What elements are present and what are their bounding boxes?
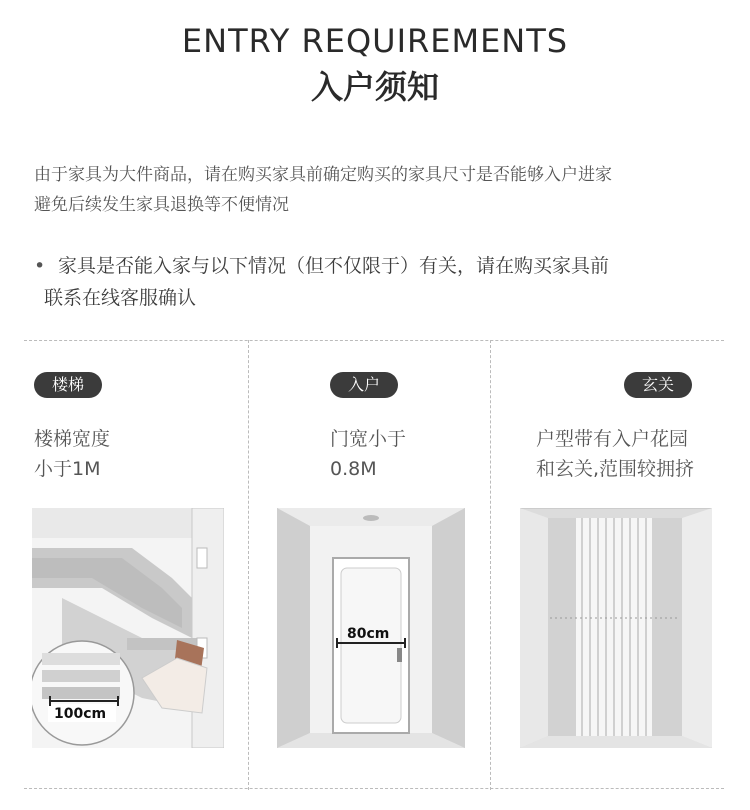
divider	[24, 340, 724, 341]
intro-line: 避免后续发生家具退换等不便情况	[34, 195, 289, 215]
divider	[24, 788, 724, 789]
desc-line: 楼梯宽度	[34, 428, 111, 450]
card-desc-stairs	[34, 424, 110, 484]
desc-line: 和玄关,范围较拥挤	[536, 458, 695, 480]
desc-line: 户型带有入户花园	[536, 428, 689, 450]
door-illustration	[277, 508, 465, 748]
divider	[490, 340, 491, 790]
page-title-cn: 入户须知	[310, 68, 439, 106]
door-measure-label: 80cm	[347, 626, 390, 642]
intro-line: 由于家具为大件商品，请在购买家具前确定购买的家具尺寸是否能够入户进家	[34, 165, 612, 185]
card-desc-entry	[330, 424, 406, 484]
desc-line: 小于1M	[34, 458, 101, 480]
tag-stairs: 楼梯	[34, 372, 102, 398]
foyer-illustration	[520, 508, 712, 748]
page-title-en: ENTRY REQUIREMENTS	[181, 22, 569, 60]
stairs-illustration	[32, 508, 224, 748]
card-desc-foyer	[536, 424, 694, 484]
bullet-icon: •	[34, 255, 46, 277]
divider	[248, 340, 249, 790]
tag-entry: 入户	[330, 372, 398, 398]
stairs-measure-label: 100cm	[54, 706, 107, 722]
tag-foyer: 玄关	[624, 372, 692, 398]
notice-line: 家具是否能入家与以下情况（但不仅限于）有关，请在购买家具前	[58, 255, 610, 277]
notice-line: 联系在线客服确认	[44, 287, 197, 309]
intro-paragraph	[34, 160, 724, 220]
notice-paragraph	[34, 250, 734, 314]
desc-line: 门宽小于	[330, 428, 407, 450]
desc-line: 0.8M	[330, 458, 377, 480]
